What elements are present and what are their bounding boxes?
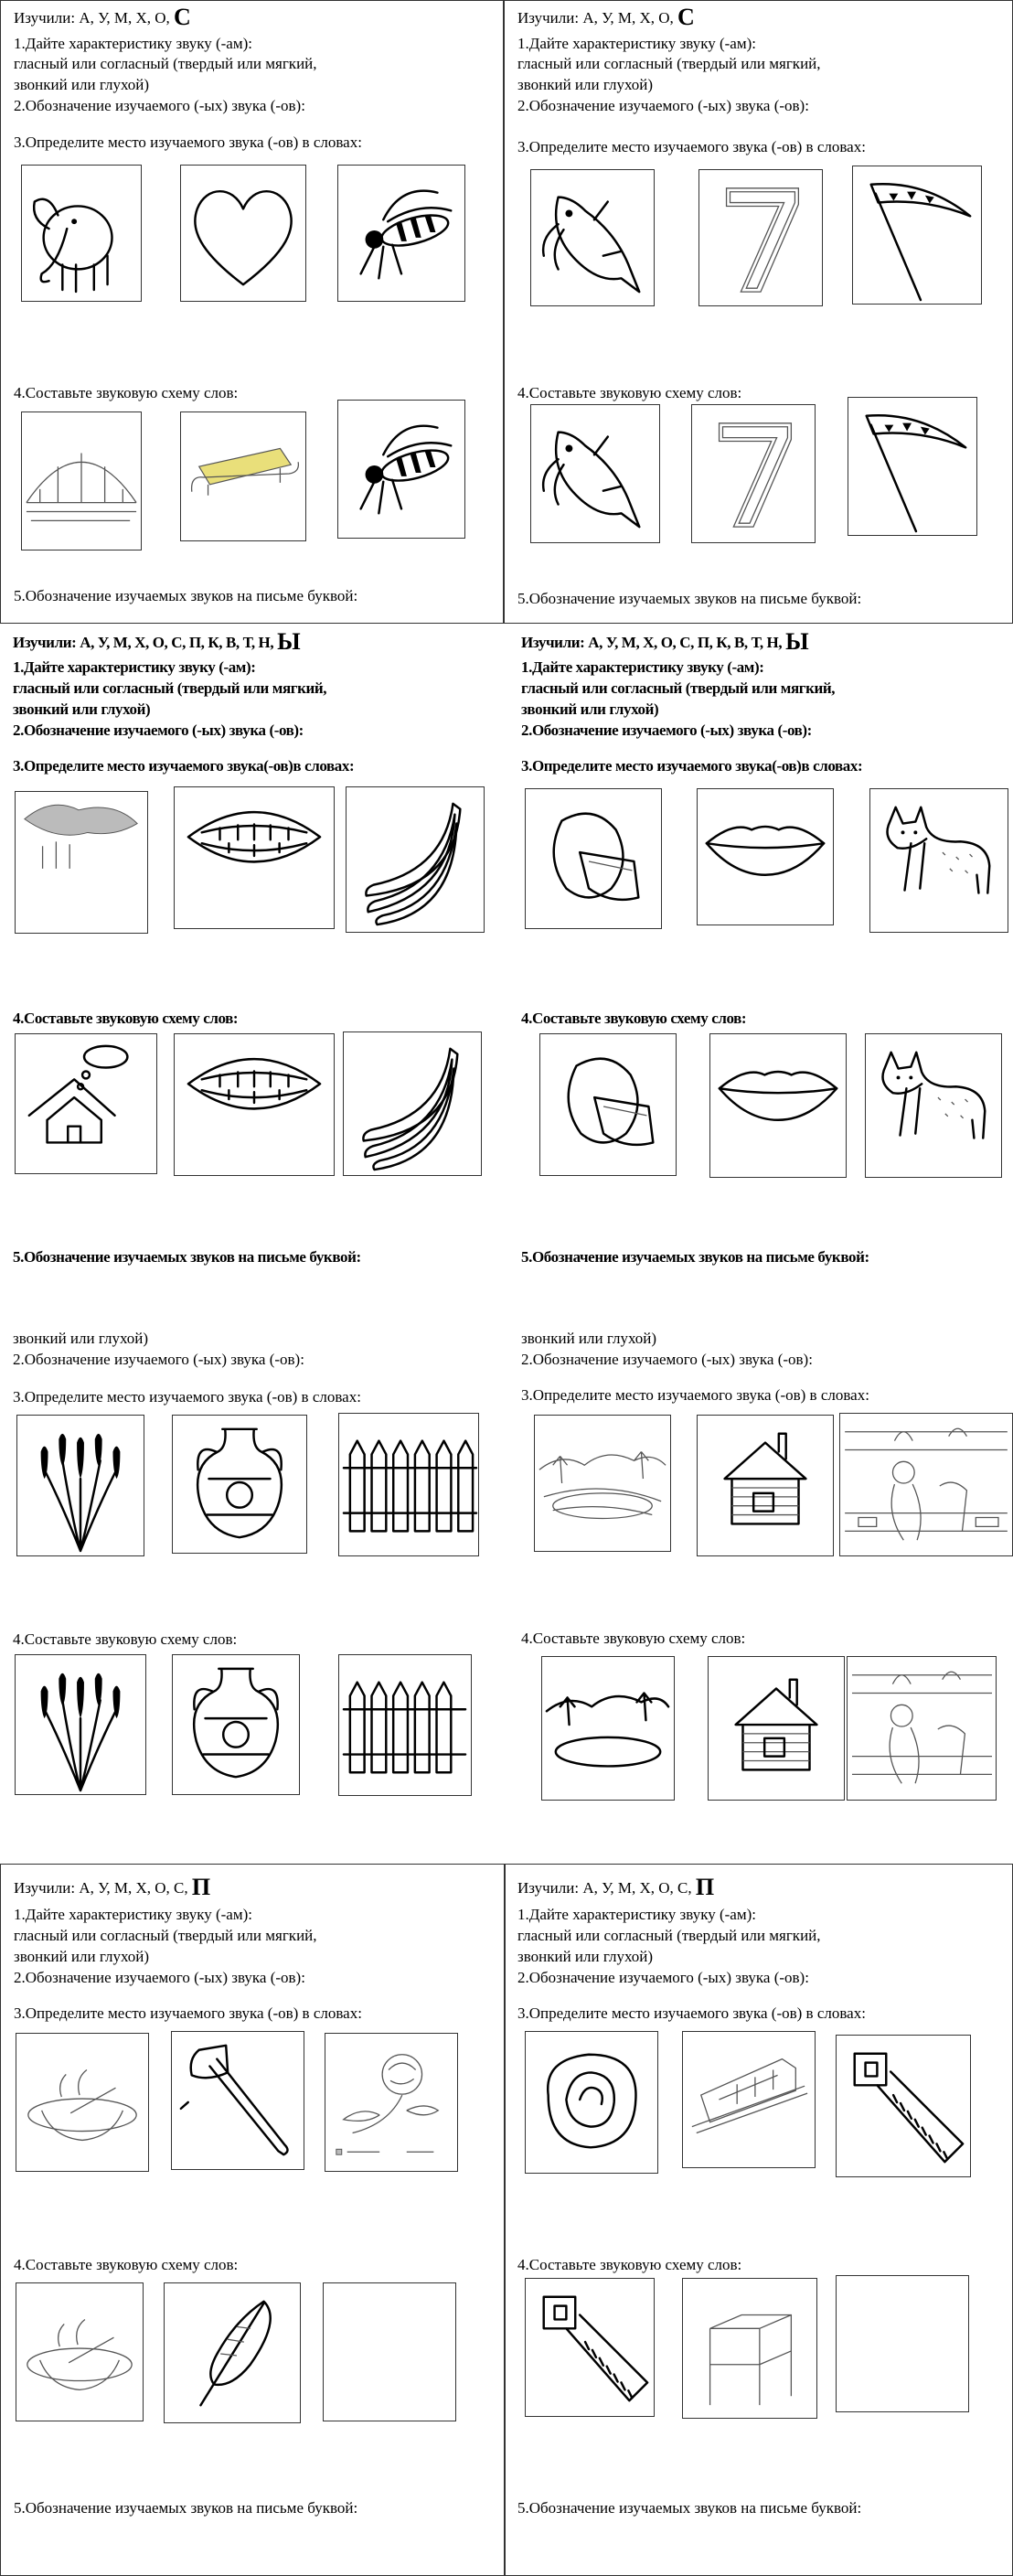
task-2: 2.Обозначение изучаемого (-ых) звука (-ов):	[521, 721, 812, 739]
shop-icon	[839, 1413, 1013, 1556]
task-4: 4.Составьте звуковую схему слов:	[517, 2256, 742, 2273]
task-2: 2.Обозначение изучаемого (-ых) звука (-ов):	[14, 97, 305, 114]
lynx-icon	[865, 1033, 1002, 1178]
hut-icon	[697, 1415, 834, 1556]
task-4: 4.Составьте звуковую схему слов:	[14, 2256, 239, 2273]
task-5: 5.Обозначение изучаемых звуков на письме буквой:	[517, 590, 862, 607]
task-4: 4.Составьте звуковую схему слов:	[13, 1630, 238, 1648]
fence-icon	[338, 1413, 479, 1556]
house-smoke-icon	[15, 1033, 157, 1174]
task-3: 3.Определите место изучаемого звука (-ов) в словах:	[517, 2004, 866, 2022]
wheat-icon	[15, 1654, 146, 1795]
elephant-icon	[21, 165, 142, 302]
task-3: 3.Определите место изучаемого звука (-ов) в словах:	[14, 134, 362, 151]
task-2: 2.Обозначение изучаемого (-ых) звука (-ов):	[14, 1969, 305, 1986]
task-1-line-2: гласный или согласный (твердый или мягкий,	[521, 679, 836, 697]
task-1-line-3: звонкий или глухой)	[14, 76, 150, 93]
task-1-line-3: звонкий или глухой)	[13, 1330, 149, 1347]
learned-letters: Изучили: А, У, М, Х, О, С	[14, 4, 191, 30]
task-3: 3.Определите место изучаемого звука(-ов)в словах:	[521, 757, 863, 775]
task-3: 3.Определите место изучаемого звука (-ов) в словах:	[517, 138, 866, 155]
worksheet-panel-3	[0, 624, 506, 1296]
task-2: 2.Обозначение изучаемого (-ых) звука (-ов):	[521, 1351, 813, 1368]
vase-icon	[172, 1415, 307, 1554]
bananas-icon	[343, 1031, 482, 1176]
task-1-line-2: гласный или согласный (твердый или мягкий,	[517, 55, 821, 72]
worksheet-panel-7	[0, 1864, 506, 2576]
feather-icon	[164, 2282, 301, 2423]
wasp-icon	[337, 165, 465, 302]
task-3: 3.Определите место изучаемого звука (-ов) в словах:	[521, 1386, 869, 1404]
task-1-line-2: гласный или согласный (твердый или мягкий,	[14, 55, 317, 72]
task-1: 1.Дайте характеристику звуку (-ам):	[517, 1906, 756, 1923]
task-3: 3.Определите место изучаемого звука(-ов)в словах:	[13, 757, 355, 775]
task-5: 5.Обозначение изучаемых звуков на письме буквой:	[14, 587, 358, 604]
vase-icon	[172, 1654, 300, 1795]
worksheet-panel-4	[508, 624, 1013, 1296]
worksheet-panel-2	[504, 0, 1013, 624]
sled-icon	[180, 412, 306, 541]
task-5: 5.Обозначение изучаемых звуков на письме буквой:	[517, 2499, 862, 2517]
learned-letters: Изучили: А, У, М, Х, О, С	[517, 4, 695, 30]
task-2: 2.Обозначение изучаемого (-ых) звука (-ов):	[517, 97, 809, 114]
fence-icon	[338, 1654, 472, 1796]
soup-icon	[16, 2033, 149, 2172]
melon-icon	[525, 788, 662, 929]
smoke-icon	[15, 791, 148, 934]
catfish-icon	[530, 404, 660, 543]
teeth-icon	[174, 786, 335, 929]
lips-icon	[697, 788, 834, 925]
bridge-icon	[21, 412, 142, 550]
task-1-line-3: звонкий или глухой)	[521, 1330, 657, 1347]
lips-icon	[709, 1033, 847, 1178]
empty-frame	[836, 2275, 969, 2412]
task-4: 4.Составьте звуковую схему слов:	[14, 384, 239, 401]
worksheet-panel-8	[504, 1864, 1013, 2576]
train-icon	[682, 2031, 816, 2168]
task-1: 1.Дайте характеристику звуку (-ам):	[521, 658, 764, 676]
worksheet-panel-1	[0, 0, 504, 624]
task-1-line-3: звонкий или глухой)	[517, 76, 654, 93]
soup-icon	[16, 2282, 144, 2421]
worksheet-panel-6	[508, 1296, 1013, 1863]
empty-frame	[323, 2282, 456, 2421]
saw-icon	[836, 2035, 971, 2177]
task-1-line-3: звонкий или глухой)	[14, 1948, 150, 1965]
task-1-line-3: звонкий или глухой)	[521, 700, 659, 718]
seven-icon	[698, 169, 823, 306]
task-2: 2.Обозначение изучаемого (-ых) звука (-ов):	[517, 1969, 809, 1986]
task-1: 1.Дайте характеристику звуку (-ам):	[14, 35, 252, 52]
scythe-icon	[848, 397, 977, 536]
seven-icon	[691, 404, 816, 543]
lynx-icon	[869, 788, 1008, 933]
task-1: 1.Дайте характеристику звуку (-ам):	[517, 35, 756, 52]
task-3: 3.Определите место изучаемого звука (-ов) в словах:	[14, 2004, 362, 2022]
shop-icon	[847, 1656, 997, 1801]
learned-letters: Изучили: А, У, М, Х, О, С, П	[14, 1874, 211, 1900]
task-4: 4.Составьте звуковую схему слов:	[521, 1010, 747, 1027]
learned-letters: Изучили: А, У, М, Х, О, С, П, К, В, Т, Н, Ы	[521, 628, 809, 655]
scythe-icon	[852, 166, 982, 305]
task-1-line-2: гласный или согласный (твердый или мягкий,	[13, 679, 327, 697]
saw-icon	[525, 2278, 655, 2417]
teeth-icon	[174, 1033, 335, 1176]
worksheet-panel-5	[0, 1296, 506, 1863]
axe-icon	[171, 2031, 304, 2170]
task-1-line-3: звонкий или глухой)	[517, 1948, 654, 1965]
task-4: 4.Составьте звуковую схему слов:	[13, 1010, 239, 1027]
task-1-line-2: гласный или согласный (твердый или мягкий,	[517, 1927, 821, 1944]
task-5: 5.Обозначение изучаемых звуков на письме буквой:	[13, 1248, 361, 1266]
wheat-icon	[16, 1415, 144, 1556]
task-4: 4.Составьте звуковую схему слов:	[517, 384, 742, 401]
cabbage-icon	[525, 2031, 658, 2174]
task-4: 4.Составьте звуковую схему слов:	[521, 1630, 746, 1647]
lake-icon	[534, 1415, 671, 1552]
task-1: 1.Дайте характеристику звуку (-ам):	[14, 1906, 252, 1923]
learned-letters: Изучили: А, У, М, Х, О, С, П	[517, 1874, 715, 1900]
learned-letters: Изучили: А, У, М, Х, О, С, П, К, В, Т, Н, Ы	[13, 628, 301, 655]
shelf-icon	[682, 2278, 817, 2419]
lake-icon	[541, 1656, 675, 1801]
heart-icon	[180, 165, 306, 302]
task-1-line-2: гласный или согласный (твердый или мягкий,	[14, 1927, 317, 1944]
task-2: 2.Обозначение изучаемого (-ых) звука (-ов):	[13, 1351, 304, 1368]
melon-icon	[539, 1033, 677, 1176]
task-1-line-3: звонкий или глухой)	[13, 700, 151, 718]
task-5: 5.Обозначение изучаемых звуков на письме буквой:	[14, 2499, 358, 2517]
task-5: 5.Обозначение изучаемых звуков на письме буквой:	[521, 1248, 869, 1266]
wasp-icon	[337, 400, 465, 539]
bananas-icon	[346, 786, 485, 933]
task-2: 2.Обозначение изучаемого (-ых) звука (-ов):	[13, 721, 304, 739]
task-1: 1.Дайте характеристику звуку (-ам):	[13, 658, 256, 676]
hut-icon	[708, 1656, 845, 1801]
task-3: 3.Определите место изучаемого звука (-ов) в словах:	[13, 1388, 361, 1406]
catfish-icon	[530, 169, 655, 306]
peony-icon	[325, 2033, 458, 2172]
